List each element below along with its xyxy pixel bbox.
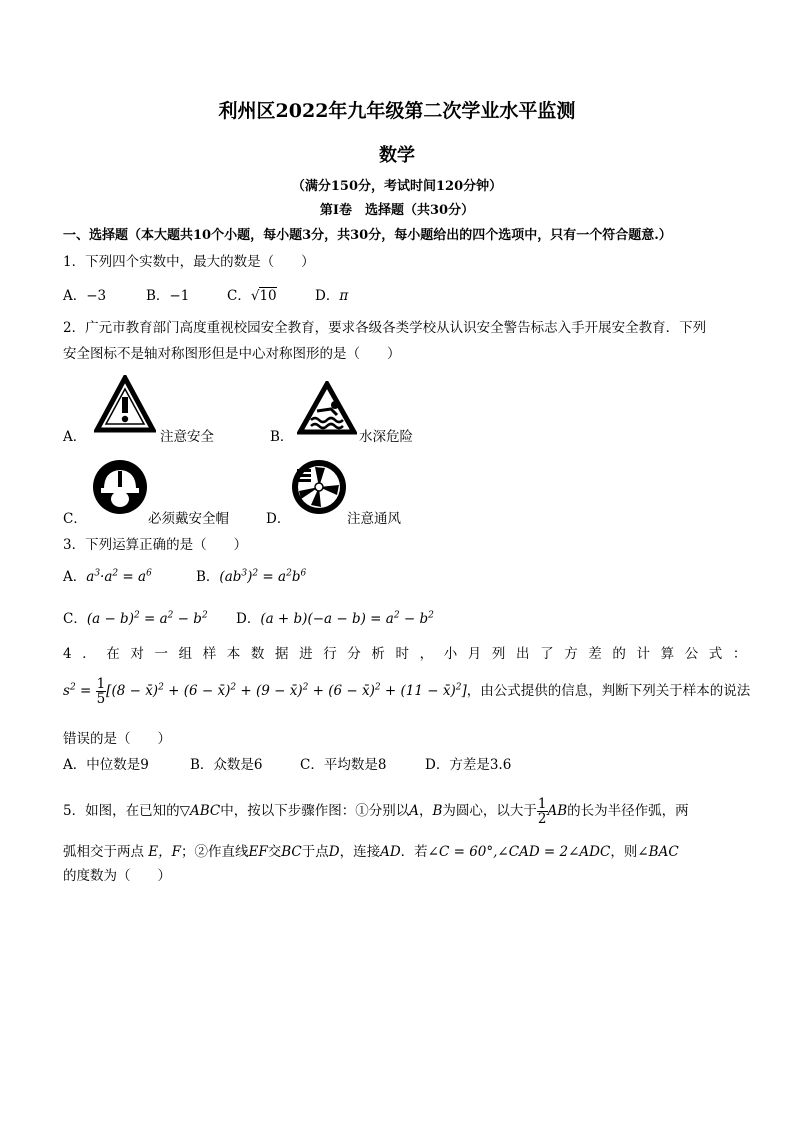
question-4-formula-line: $s^2$ = $\frac{1}{5}$ [(8 − x̄)$^2$ + (6 − x̄)$^2$ + (9 − x̄)$^2$ + (6 − x̄)$^2$ + (11 − x̄)$^2$]，由公式提供的信息，判断下列关于样本的说法 <box>63 676 751 707</box>
question-2-stem-line2: 安全图标不是轴对称图形但是中心对称图形的是（ ） <box>63 346 401 362</box>
q4-option-b: B．众数是6 <box>190 757 263 773</box>
q1-option-c: C．√10 <box>227 288 277 304</box>
page-title: 利州区2022年九年级第二次学业水平监测 <box>218 100 576 122</box>
q1-option-b: B．−1 <box>146 288 190 304</box>
variance-formula: $s^2$ = $\frac{1}{5}$ [(8 − x̄)$^2$ + (6 − x̄)$^2$ + (9 − x̄)$^2$ + (6 − x̄)$^2$ + (11 − x̄)$^2$] <box>63 676 467 707</box>
section-heading: 一、选择题（本大题共10个小题，每小题3分，共30分，每小题给出的四个选项中，只有一个符合题意.） <box>63 228 672 243</box>
q4-option-a: A．中位数是9 <box>63 757 149 773</box>
deep-water-icon <box>297 381 357 435</box>
question-5-line2: 弧相交于两点 E，F；②作直线EF交BC于点D，连接AD．若∠C = 60°,∠CAD = 2∠ADC，则∠BAC <box>63 844 679 860</box>
q3-option-c: C．$(a - b)^2 = a^2 - b^2$ <box>63 610 208 627</box>
q2-option-b-caption: 水深危险 <box>359 429 413 445</box>
q4-option-d: D．方差是3.6 <box>425 757 512 773</box>
ventilation-fan-icon <box>291 459 347 515</box>
question-3-stem: 3．下列运算正确的是（ ） <box>63 537 248 553</box>
sqrt-symbol: √ <box>250 288 260 304</box>
q2-option-c-letter: C． <box>63 511 87 527</box>
question-5-line1: 5．如图，在已知的▽ABC中，按以下步骤作图：①分别以A，B为圆心，以大于 $\frac{1}{2}$ AB的长为半径作弧，两 <box>63 796 689 827</box>
q2-option-a-letter: A． <box>63 429 87 445</box>
q4-option-c: C．平均数是8 <box>300 757 387 773</box>
question-5-line3: 的度数为（ ） <box>63 868 171 884</box>
subject-title: 数学 <box>379 145 415 166</box>
q2-option-d-letter: D． <box>266 511 291 527</box>
q1-option-a: A．−3 <box>63 288 107 304</box>
q3-option-d: D．$(a + b)(-a - b) = a^2 - b^2$ <box>236 610 434 627</box>
warning-triangle-icon <box>94 375 156 433</box>
q1-option-d: D．π <box>315 288 349 304</box>
part-heading: 第Ⅰ卷 选择题（共30分） <box>319 203 475 218</box>
question-4-stem-line1: 4．在对一组样本数据进行分析时，小月列出了方差的计算公式： <box>63 646 757 662</box>
exam-note: （满分150分，考试时间120分钟） <box>291 179 503 194</box>
q2-option-b-letter: B． <box>270 429 294 445</box>
question-1-stem: 1．下列四个实数中，最大的数是（ ） <box>63 254 315 270</box>
helmet-icon <box>92 459 148 515</box>
q3-option-a: A．$a^3\cdot a^2 = a^6$ <box>63 568 152 585</box>
question-4-stem-line3: 错误的是（ ） <box>63 731 171 747</box>
q2-option-a-caption: 注意安全 <box>160 429 214 445</box>
q3-option-b: B．$(ab^3)^2 = a^2b^6$ <box>196 568 307 585</box>
q2-option-d-caption: 注意通风 <box>347 511 401 527</box>
q2-option-c-caption: 必须戴安全帽 <box>148 511 229 527</box>
question-2-stem-line1: 2．广元市教育部门高度重视校园安全教育，要求各级各类学校从认识安全警告标志入手开展安全教育．下列 <box>63 320 707 336</box>
